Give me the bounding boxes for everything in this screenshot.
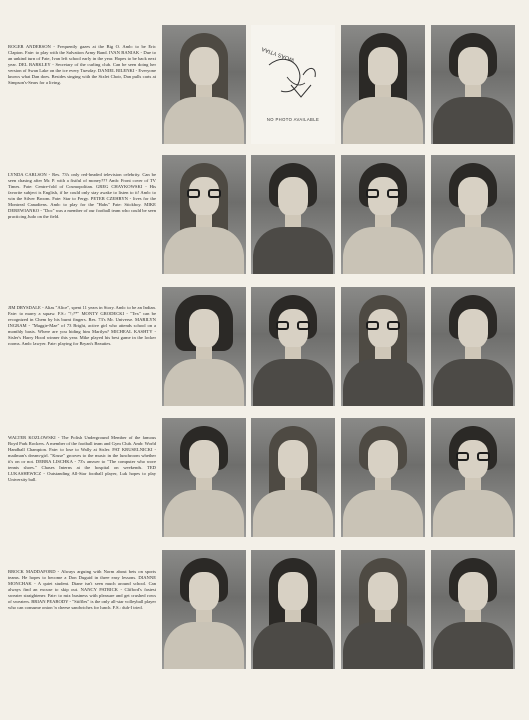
no-photo-label: NO PHOTO AVAILABLE bbox=[266, 117, 320, 122]
bio-text-row-4: WALTER KOZLOWSKI - The Polish Underground Member of the famous Boyd Park Rockers. A member of the football team and Gym Club. Amb: World Handball Champion. Fate: to lose to Wally at Sisler. PAT KRUSELNICKI - mailman's dream-girl. "Kruse" grooves to the music in the lunchroom whether it's on or not. DEBRA LISCHKA - 73's answer to "The computer who wore tennis shoes." Chases Interns at the hospital on weekends. TED LUKASHEWICZ - Outstanding All-Star football player, Luk hopes to play University ball. bbox=[8, 435, 156, 483]
portrait-photo bbox=[251, 550, 335, 669]
portrait-photo bbox=[162, 550, 246, 669]
portrait-photo bbox=[162, 418, 246, 537]
portrait-photo bbox=[431, 155, 515, 274]
sketch-scrawl: WOAS YTIAA bbox=[261, 45, 296, 63]
bio-text-row-1: ROGER ANDERSON - Frequently gazes at the Big O. Amb: to be Eric Clapton. Fate: to play with the Salvation Army Band. IVAN BANIAK - Due to an unkind turn of Fate, Ivan left school early in the year. Hopes to be back next year. DEL BARKLEY - Secretary of the curling club. Can be seen doing her version of Swan Lake on the ice every Tuesday. DANIEL BILENKI - Everyone knows what Dan does. Besides singing with the Sixlet Choir, Dan pulls carts at Simpson's-Sears for a living. bbox=[8, 44, 156, 86]
portrait-photo bbox=[341, 550, 425, 669]
portrait-photo bbox=[431, 25, 515, 144]
portrait-photo bbox=[431, 287, 515, 406]
bio-text-row-3: JIM DRYSDALE - Alias "Alice", spent 11 years in Story. Amb: to be an Indian. Fate: to marry a squaw. F.S.: "!;?*" MONTY GRODECKI - "Tex" can be recognized in Chem by his burnt fingers. Res. 73's Mr. Universe. MARILYN INGRAM - "Maggie-Mae" of 73 Bright, active girl who attends school on a monthly basis. Where are you hiding him Marilyn? MICHEAL KASHTY - Sisler's Harry Hood winner this year. Mike played his best game in the locker rooms. Amb: lawyer. Fate: playing for Bryan's Beauties. bbox=[8, 305, 156, 347]
portrait-photo bbox=[251, 418, 335, 537]
portrait-photo bbox=[341, 287, 425, 406]
portrait-photo bbox=[341, 25, 425, 144]
portrait-photo bbox=[431, 418, 515, 537]
portrait-photo bbox=[162, 287, 246, 406]
portrait-photo bbox=[162, 155, 246, 274]
portrait-photo bbox=[431, 550, 515, 669]
no-photo-placeholder bbox=[251, 25, 335, 144]
bio-text-row-5: BROCK MADDAFORD - Always arguing with Norm about bets on sports teams. He hopes to become a Don Duguid in three easy lessons. DIANNE MONCHAK - A quiet student. Diane isn't seen much around school. Can always find an excuse to skip out. NANCY PATRICK - Clifford's fastest sweater straightener. Fate: to mix business with pleasure and get crushed rows of sweaters. BRIAN PEABODY - "Stiffles" is the only all-star volleyball player who can consume onion 'n cheese sandwiches for lunch. F.S.: duh-I tried. bbox=[8, 569, 156, 611]
sketch-illustration bbox=[251, 25, 335, 115]
portrait-photo bbox=[341, 418, 425, 537]
portrait-photo bbox=[341, 155, 425, 274]
portrait-photo bbox=[251, 287, 335, 406]
portrait-photo bbox=[162, 25, 246, 144]
portrait-photo bbox=[251, 155, 335, 274]
bio-text-row-2: LYNDA CARLSON - Res. 73's only red-headed television celebrity. Can be seen chasing after Mr. P. with a fistful of money??? Amb: Front cover of TV Times. Fate: Centre-fold of Cosmopolitan. GREG CHAYKOWSKI - His favorite subject is English, if he could only stay awake to listen to it! Amb: to win the Silver Broom. Fate: Star to Fergy. PETER CZEHRYN - lives for the Montreal Canadiens. Amb: to play for the "Habs" Fate: Stickboy. MIKE DEREWIANKO - "Doc" was a member of our football team who could be seen practicing Judo on the field. bbox=[8, 172, 156, 220]
